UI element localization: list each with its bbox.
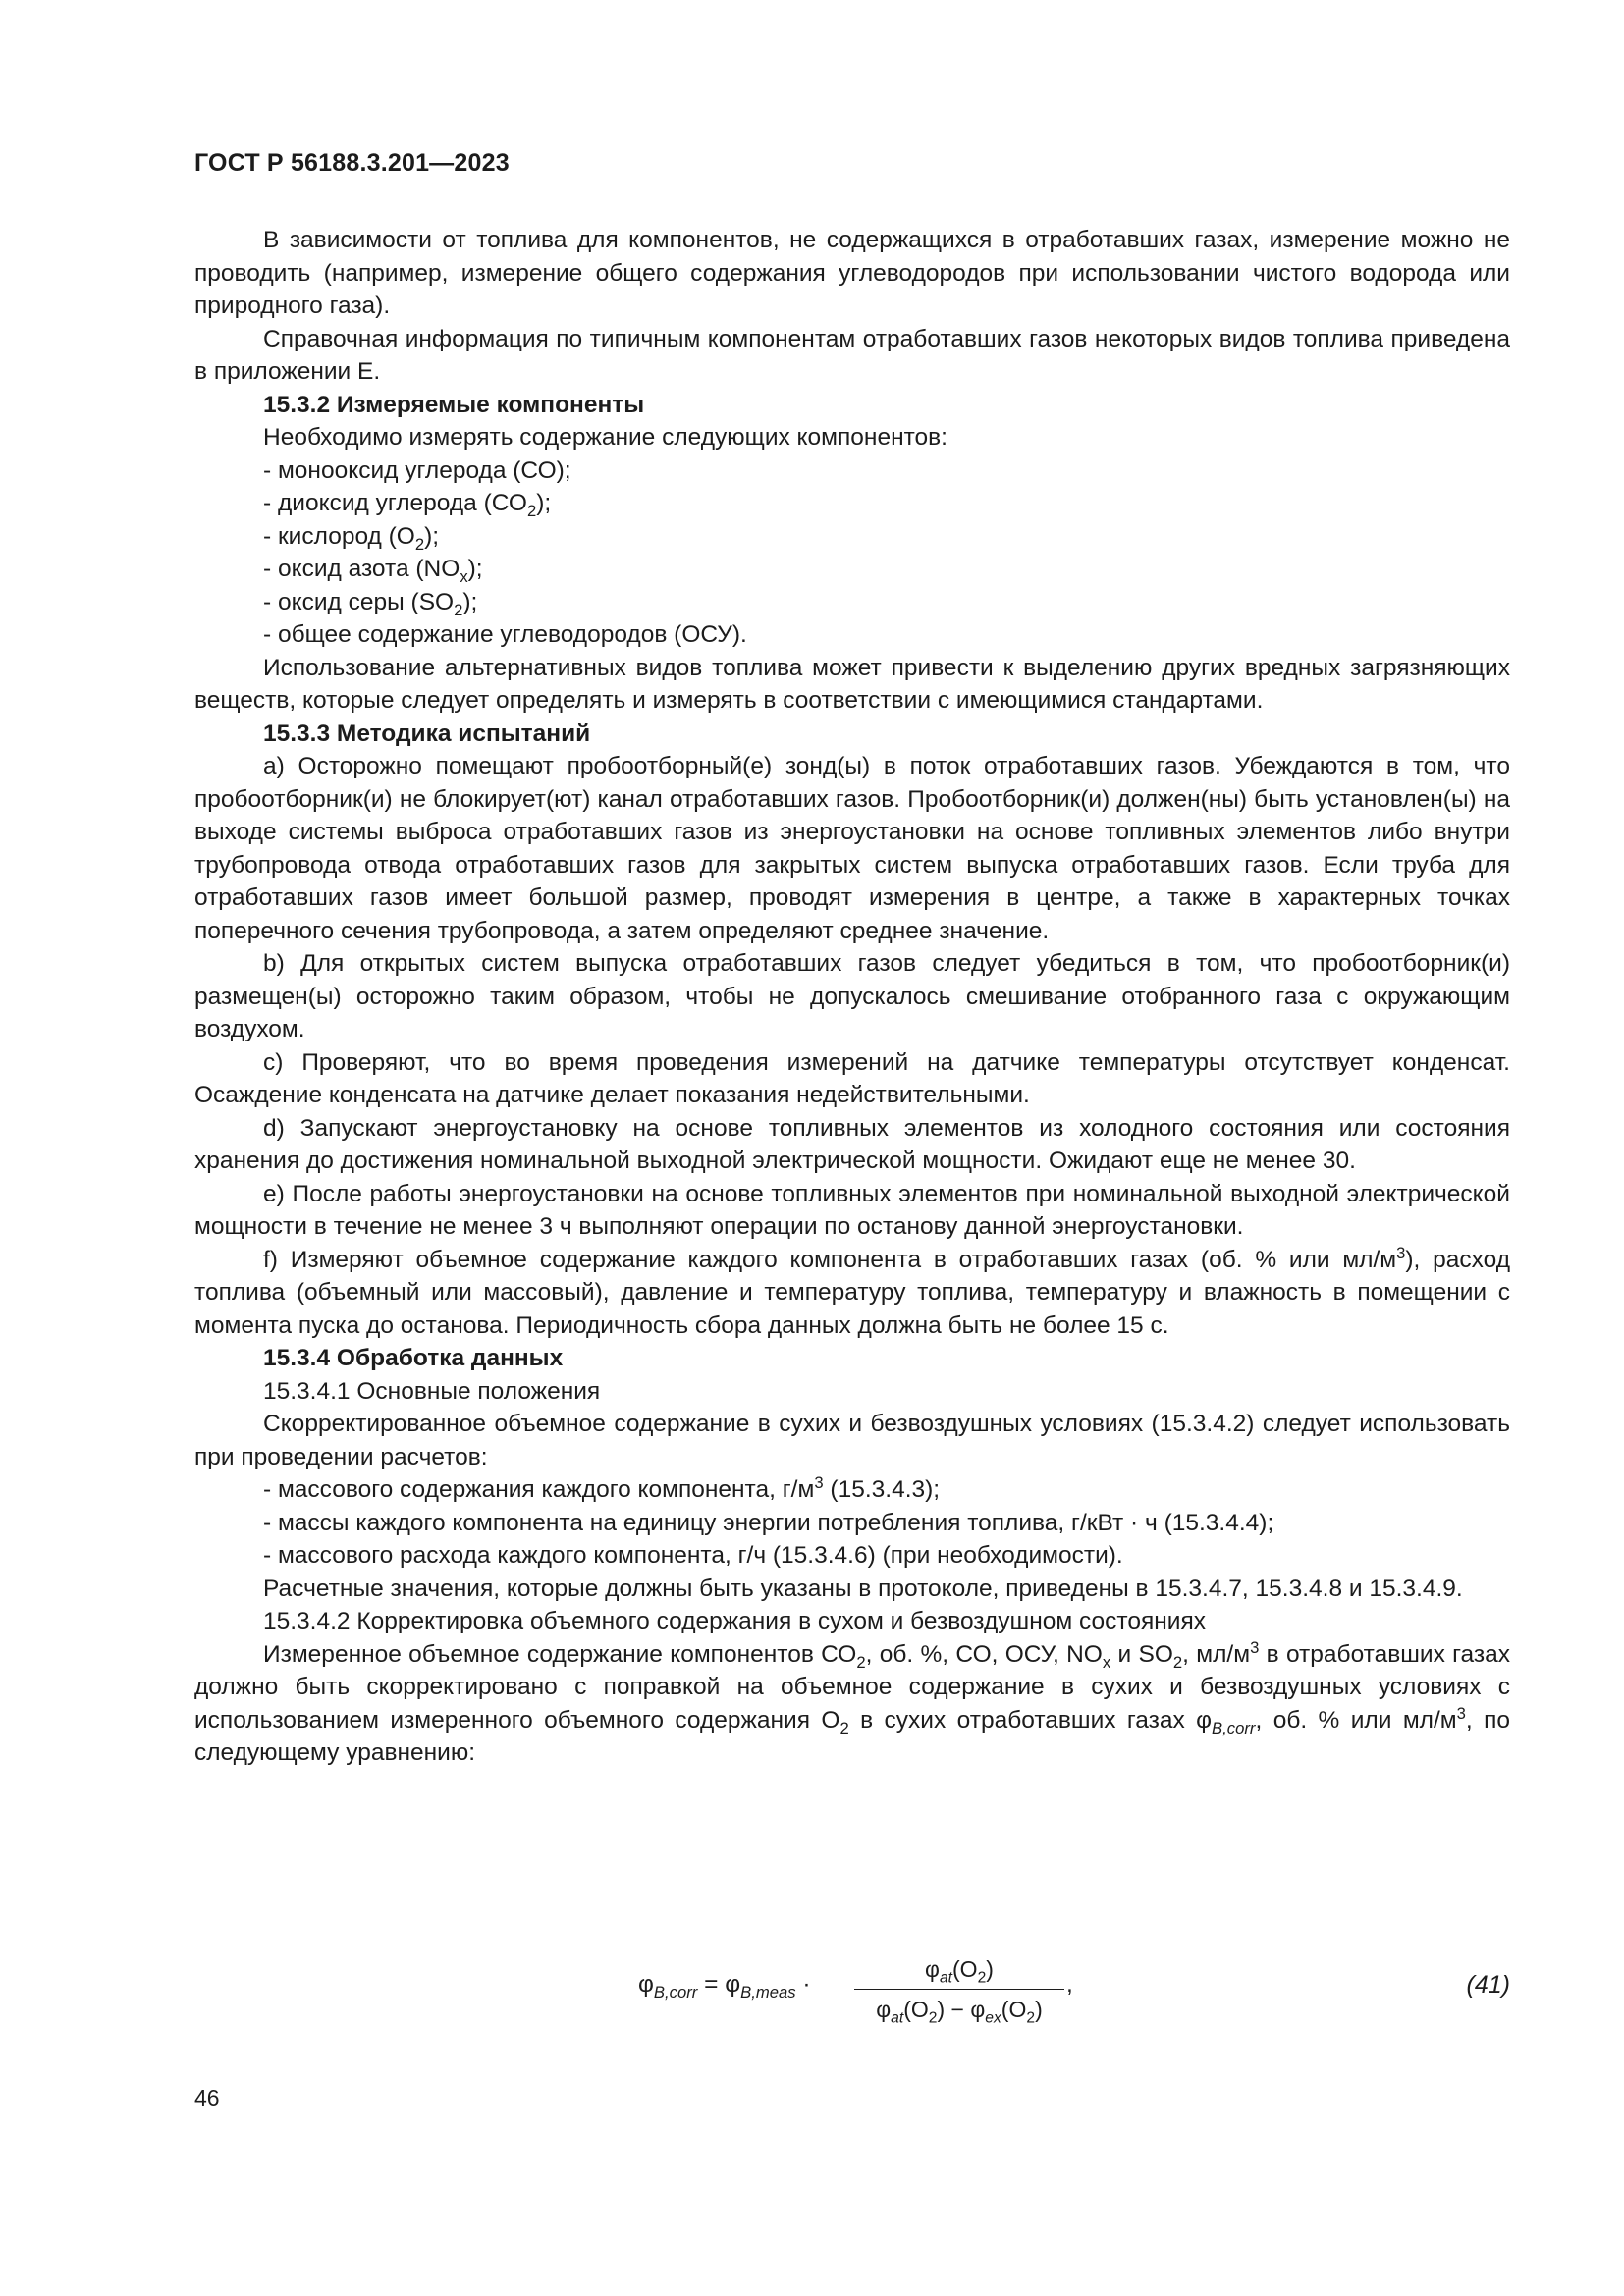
document-code-header: ГОСТ Р 56188.3.201—2023 [194,149,510,177]
subsection-heading-15-3-4-1: 15.3.4.1 Основные положения [263,1377,601,1405]
paragraph: Использование альтернативных видов топлива может привести к выделению других вредных загрязняющих веществ, которые следует определять и измерять в соответствии с имеющимися стандартами. [194,654,1510,714]
list-item: - монооксид углерода (СО); [263,456,571,484]
list-item: - оксид азота $(NO_x)$; [263,556,483,586]
document-body [194,224,1510,1770]
paragraph: Расчетные значения, которые должны быть указаны в протоколе, приведены в 15.3.4.7, 15.3.4.8 и 15.3.4.9. [263,1575,1463,1602]
fraction-numerator: $\varphi_{at}(O_2)$ [925,1956,994,1987]
paragraph-step-a: a) Осторожно помещают пробоотборный(е) зонд(ы) в поток отработавших газов. Убеждаются в том, что пробоотборник(и) не блокирует(ют) канал отработавших газов. Пробоотборник(и) должен(ны) быть установлен(ы) на выходе системы выброса отработавших газов из энергоустановки на основе топливных элементов либо внутри трубопровода отвода отработавших газов для закрытых систем выпуска отработавших газов. Если труба для отработавших газов имеет большой размер, проводят измерения в центре, а также в характерных точках поперечного сечения трубопровода, а затем определяют среднее значение. [194,753,1510,944]
list-item: - диоксид углерода $(СО_2)$; [263,490,552,520]
paragraph-step-b: b) Для открытых систем выпуска отработавших газов следует убедиться в том, что пробоотборник(и) размещен(ы) осторожно таким образом, чтобы не допускалось смешивание отобранного газа с окружающим воздухом. [194,950,1510,1042]
equation-number: (41) [1466,1971,1510,1999]
list-item: - общее содержание углеводородов (ОСУ). [263,621,747,648]
paragraph: Измеренное объемное содержание компонентов $СО_2$, об. %, СО, ОСУ, $NO_x$ и $SO_2$, $мл/м^3$ в отработавших газах должно быть скорректировано с поправкой на объемное содержание в сухих и безвоздушных условиях с использованием измеренного объемного содержания $О_2$ в сухих отработавших газах $\varphi_{B,corr}$, об. % или $мл/м^3$, по следующему уравнению: [194,1637,1510,1766]
list-item: - массы каждого компонента на единицу энергии потребления топлива, г/кВт · ч (15.3.4.4); [263,1509,1274,1536]
paragraph-step-d: d) Запускают энергоустановку на основе топливных элементов из холодного состояния или состояния хранения до достижения номинальной выходной электрической мощности. Ожидают еще не менее 30. [194,1114,1510,1174]
list-item: - массового расхода каждого компонента, г/ч (15.3.4.6) (при необходимости). [263,1542,1123,1569]
subsection-heading-15-3-4-2: 15.3.4.2 Корректировка объемного содержания в сухом и безвоздушном состояниях [263,1608,1206,1634]
section-heading-15-3-2: 15.3.2 Измеряемые компоненты [263,391,645,418]
section-heading-15-3-4: 15.3.4 Обработка данных [263,1345,564,1371]
equation-41 [194,1951,1510,2034]
equation-comma: , [1066,1971,1073,1998]
paragraph-step-e: e) После работы энергоустановки на основе топливных элементов при номинальной выходной электрической мощности в течение не менее 3 ч выполняют операции по останову данной энергоустановки. [194,1180,1510,1240]
fraction-bar [854,1989,1064,1990]
paragraph: Скорректированное объемное содержание в сухих и безвоздушных условиях (15.3.4.2) следует использовать при проведении расчетов: [194,1411,1510,1470]
equation-fraction [850,1951,1068,2027]
paragraph-step-c: c) Проверяют, что во время проведения измерений на датчике температуры отсутствует конденсат. Осаждение конденсата на датчике делает показания недействительными. [194,1048,1510,1108]
paragraph: В зависимости от топлива для компонентов, не содержащихся в отработавших газах, измерение можно не проводить (например, измерение общего содержания углеводородов при использовании чистого водорода или природного газа). [194,227,1510,319]
paragraph: Необходимо измерять содержание следующих компонентов: [263,424,947,451]
equation-lhs: $\varphi_{B,corr} = \varphi_{B,meas}$ · [638,1971,811,2002]
paragraph-step-f: f) Измеряют объемное содержание каждого компонента в отработавших газах (об. % или $мл/м^3$), расход топлива (объемный или массовый), давление и температуру топлива, температуру и влажность в помещении с момента пуска до останова. Периодичность сбора данных должна быть не более 15 с. [194,1243,1510,1339]
list-item: - массового содержания каждого компонента, $г/м^3$ (15.3.4.3); [263,1472,941,1503]
section-heading-15-3-3: 15.3.3 Методика испытаний [263,720,591,747]
fraction-denominator: $\varphi_{at}(O_2) - \varphi_{ex}(O_2)$ [876,1997,1043,2027]
list-item: - кислород $(О_2)$; [263,522,440,554]
page-number: 46 [194,2085,220,2110]
paragraph: Справочная информация по типичным компонентам отработавших газов некоторых видов топлива приведена в приложении Е. [194,325,1510,385]
list-item: - оксид серы $(SO_2)$; [263,588,478,619]
